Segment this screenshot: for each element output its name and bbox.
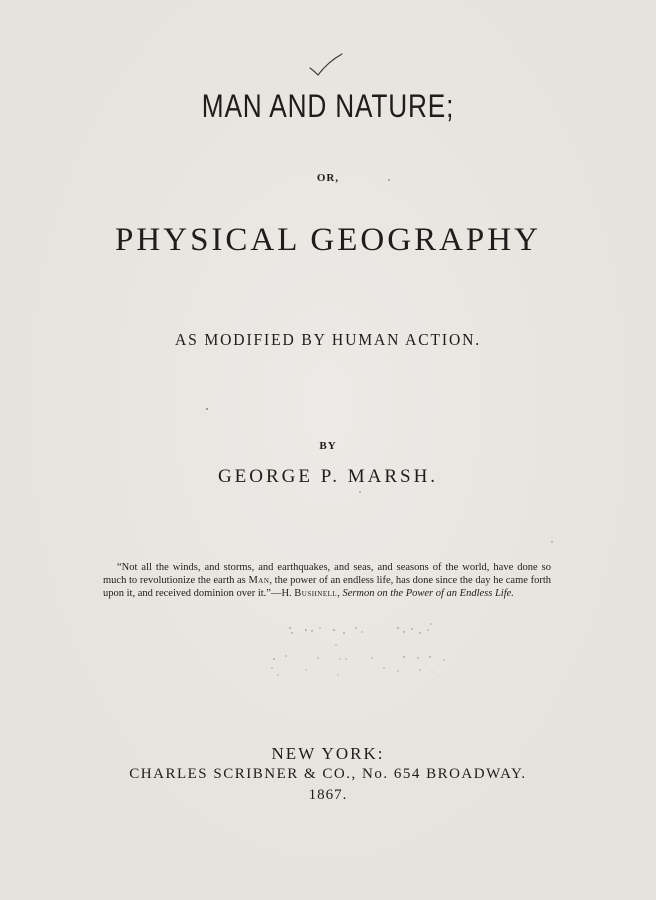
imprint-year: 1867. xyxy=(308,787,348,803)
epigraph-man: Man xyxy=(248,575,270,586)
or-conjunction: OR, xyxy=(316,172,340,184)
imprint-publisher: CHARLES SCRIBNER & CO., No. 654 BROADWAY. xyxy=(129,766,527,782)
pencil-checkmark xyxy=(308,52,344,78)
book-title: MAN AND NATURE; xyxy=(201,88,455,124)
epigraph-text-1: “Not all the winds, and storms, and earthquakes, and seas, and seasons of the world, have done so much to revolutionize the earth as xyxy=(103,562,551,586)
epigraph-text-3: , xyxy=(337,588,343,599)
imprint-city: NEW YORK: xyxy=(271,744,385,763)
epigraph-source: Sermon on the Power of an Endless Life. xyxy=(342,588,514,599)
author-name: GEORGE P. MARSH. xyxy=(217,466,439,487)
by-label: BY xyxy=(319,440,337,452)
epigraph-text-2: , the power of an endless life, has done since the day he came forth upon it, and received dominion over it.”—H. xyxy=(103,575,551,599)
epigraph-attribution: Bushnell xyxy=(294,588,338,599)
subtitle-qualifier: AS MODIFIED BY HUMAN ACTION. xyxy=(175,330,481,349)
epigraph xyxy=(103,561,551,600)
book-subtitle: PHYSICAL GEOGRAPHY xyxy=(115,222,541,258)
